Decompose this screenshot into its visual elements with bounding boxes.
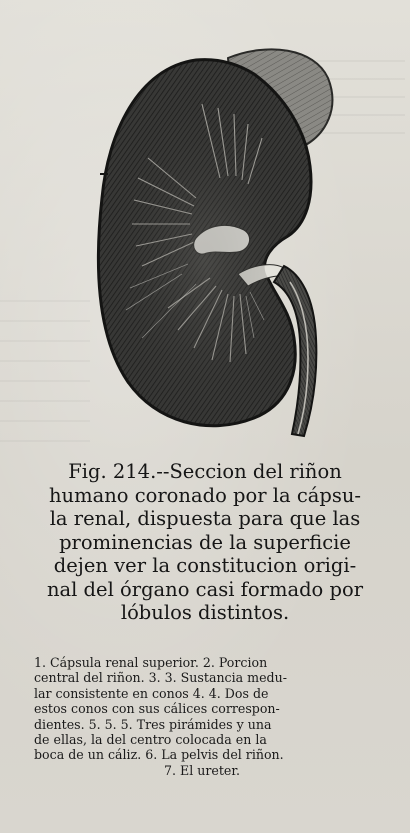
- caption-line: prominencias de la superficie: [59, 530, 351, 554]
- kidney-section-illustration: [78, 38, 340, 444]
- show-through-texture: [0, 300, 90, 460]
- caption-line: Fig. 214.--Seccion del riñon: [68, 460, 342, 483]
- caption-line: lóbulos distintos.: [120, 601, 290, 624]
- legend-line: estos conos con sus cálices correspon-: [34, 701, 280, 717]
- caption-line: humano coronado por la cápsu-: [48, 483, 362, 507]
- caption-line: la renal, dispuesta para que las: [49, 507, 361, 530]
- legend-line: boca de un cáliz. 6. La pelvis del riñon.: [34, 747, 284, 763]
- legend-line: lar consistente en conos 4. 4. Dos de: [34, 685, 269, 701]
- caption-line: dejen ver la constitucion origi-: [53, 554, 357, 577]
- legend-line: de ellas, la del centro colocada en la: [34, 732, 267, 748]
- legend-line: 7. El ureter.: [164, 762, 240, 778]
- legend-line: 1. Cápsula renal superior. 2. Porcion: [34, 655, 268, 670]
- caption-line: nal del órgano casi formado por: [46, 577, 364, 601]
- figure-legend: [34, 655, 370, 778]
- figure-caption: [40, 460, 370, 625]
- legend-line: central del riñon. 3. 3. Sustancia medu-: [34, 670, 287, 686]
- legend-line: dientes. 5. 5. 5. Tres pirámides y una: [34, 716, 272, 732]
